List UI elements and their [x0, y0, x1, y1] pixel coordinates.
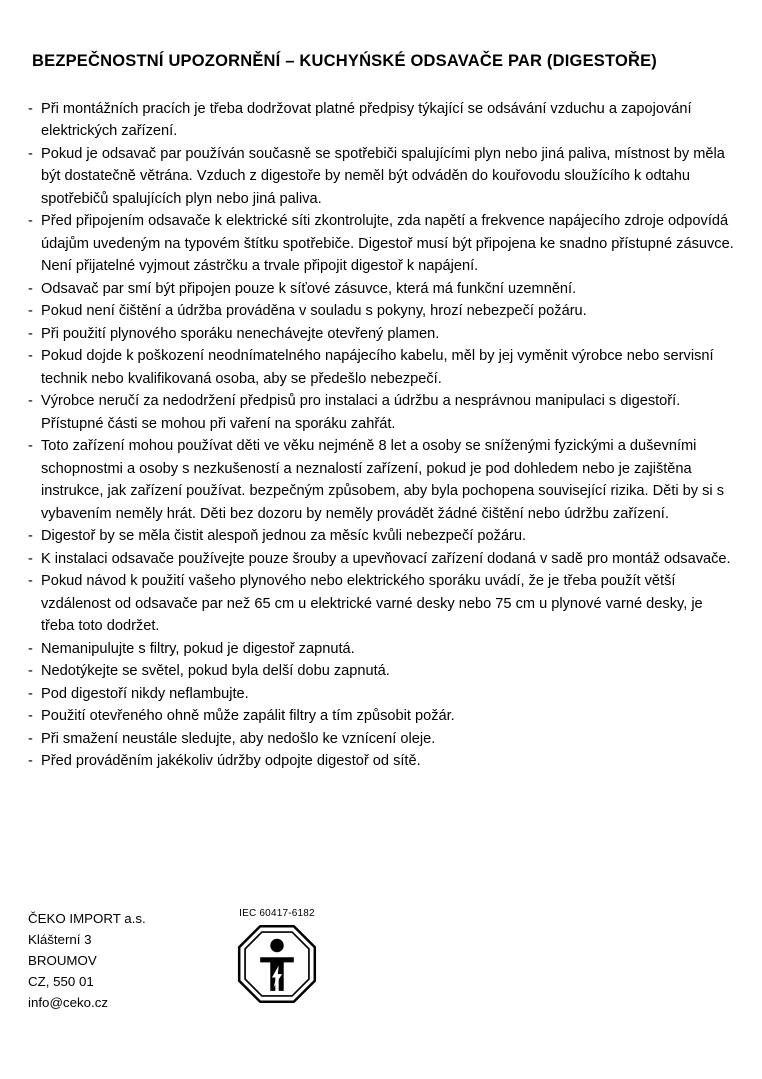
- list-item-text: Pokud je odsavač par používán současně se spotřebiči spalujícími plyn nebo jiná paliva, místnost by měla být dostatečně větrána. Vzduch z digestoře by neměl být odváděn do kouřovodu sloužícího k odtahu spotřebičů spalujících plyn nebo jiná paliva.: [41, 145, 725, 207]
- list-item: [28, 548, 736, 571]
- list-item: [28, 570, 736, 638]
- list-item-text: Výrobce neručí za nedodržení předpisů pro instalaci a údržbu a nesprávnou manipulaci s digestoří. Přístupné části se mohou při vaření na sporáku zahřát.: [41, 393, 681, 432]
- list-item: [28, 728, 736, 751]
- list-item: [28, 705, 736, 728]
- list-item-text: Při použití plynového sporáku nenechávejte otevřený plamen.: [41, 325, 440, 342]
- standard-code-label: IEC 60417-6182: [239, 908, 315, 919]
- list-item-text: Před prováděním jakékoliv údržby odpojte digestoř od sítě.: [41, 753, 421, 770]
- street-address: Klášterní 3: [28, 932, 92, 947]
- bullet-marker: -: [28, 663, 33, 680]
- bullet-marker: -: [28, 640, 33, 657]
- bullet-marker: -: [28, 730, 33, 747]
- list-item-text: Digestoř by se měla čistit alespoň jednou za měsíc kvůli nebezpečí požáru.: [41, 528, 527, 545]
- list-item: [28, 210, 736, 278]
- bullet-marker: -: [28, 280, 33, 297]
- list-item-text: Pokud není čištění a údržba prováděna v souladu s pokyny, hrozí nebezpečí požáru.: [41, 303, 587, 320]
- contact-email: info@ceko.cz: [28, 995, 109, 1010]
- list-item-text: Nedotýkejte se světel, pokud byla delší dobu zapnutá.: [41, 663, 390, 680]
- list-item: [28, 683, 736, 706]
- bullet-marker: -: [28, 213, 33, 230]
- list-item: [28, 278, 736, 301]
- list-item-text: Při montážních pracích je třeba dodržovat platné předpisy týkající se odsávání vzduchu a zapojování elektrických zařízení.: [41, 100, 692, 140]
- list-item-text: Odsavač par smí být připojen pouze k síťové zásuvce, která má funkční uzemnění.: [41, 280, 577, 297]
- bullet-marker: -: [28, 438, 33, 455]
- list-item: [28, 345, 736, 390]
- list-item-text: Nemanipulujte s filtry, pokud je digestoř zapnutá.: [41, 640, 355, 657]
- certification-block: [222, 908, 332, 1006]
- page-title: BEZPEČNOSTNÍ UPOZORNĚNÍ – KUCHYŃSKÉ ODSAVAČE PAR (DIGESTOŘE): [32, 52, 658, 70]
- bullet-marker: -: [28, 393, 33, 410]
- list-item-text: Pokud návod k použití vašeho plynového nebo elektrického sporáku uvádí, že je třeba použít větší vzdálenost od odsavače par než 65 cm u elektrické varné desky nebo 75 cm u plynové varné desky, je třeba toto dodržet.: [41, 573, 703, 635]
- list-item: [28, 638, 736, 661]
- list-item: [28, 143, 736, 211]
- bullet-marker: -: [28, 325, 33, 342]
- bullet-marker: -: [28, 685, 33, 702]
- list-item-text: Pod digestoří nikdy neflambujte.: [41, 685, 249, 702]
- bullet-marker: -: [28, 100, 33, 117]
- bullet-marker: -: [28, 708, 33, 725]
- list-item: [28, 750, 736, 773]
- postal-code: CZ, 550 01: [28, 974, 94, 989]
- list-item: [28, 390, 736, 435]
- bullet-marker: -: [28, 753, 33, 770]
- list-item: [28, 300, 736, 323]
- bullet-marker: -: [28, 348, 33, 365]
- list-item-text: Před připojením odsavače k elektrické síti zkontrolujte, zda napětí a frekvence napájecího zdroje odpovídá údajům uvedeným na typovém štítku spotřebiče. Digestoř musí být připojena ke snadno přístupné zásuvce. Není přijatelné vyjmout zástrčku a trvale připojit digestoř k napájení.: [41, 213, 734, 275]
- list-item-text: K instalaci odsavače používejte pouze šrouby a upevňovací zařízení dodaná v sadě pro montáž odsavače.: [41, 550, 731, 567]
- list-item-text: Pokud dojde k poškození neodnímatelného napájecího kabelu, měl by jej vyměnit výrobce nebo servisní technik nebo kvalifikovaná osoba, aby se předešlo nebezpečí.: [41, 348, 714, 387]
- bullet-marker: -: [28, 573, 33, 590]
- footer-address-block: [28, 908, 146, 1013]
- bullet-marker: -: [28, 528, 33, 545]
- company-name: ČEKO IMPORT a.s.: [28, 911, 146, 926]
- list-item: [28, 435, 736, 525]
- bullet-marker: -: [28, 303, 33, 320]
- list-item: [28, 323, 736, 346]
- class-ii-appliance-icon: [235, 922, 319, 1006]
- bullet-marker: -: [28, 550, 33, 567]
- list-item-text: Toto zařízení mohou používat děti ve věku nejméně 8 let a osoby se sníženými fyzickými a duševními schopnostmi a osoby s nezkušeností a neznalostí zařízení, pokud je pod dohledem nebo je zajištěna instrukce, jak zařízení používat. bezpečným způsobem, aby byla pochopena související rizika. Děti by si s vybavením neměly hrát. Děti bez dozoru by neměly provádět žádné čištění nebo údržbu zařízení.: [41, 438, 724, 522]
- list-item: [28, 660, 736, 683]
- list-item-text: Při smažení neustále sledujte, aby nedošlo ke vznícení oleje.: [41, 730, 436, 747]
- bullet-marker: -: [28, 145, 33, 162]
- list-item-text: Použití otevřeného ohně může zapálit filtry a tím způsobit požár.: [41, 708, 455, 725]
- list-item: [28, 525, 736, 548]
- safety-warnings-list: [28, 98, 736, 773]
- city-name: BROUMOV: [28, 953, 97, 968]
- list-item: [28, 98, 736, 143]
